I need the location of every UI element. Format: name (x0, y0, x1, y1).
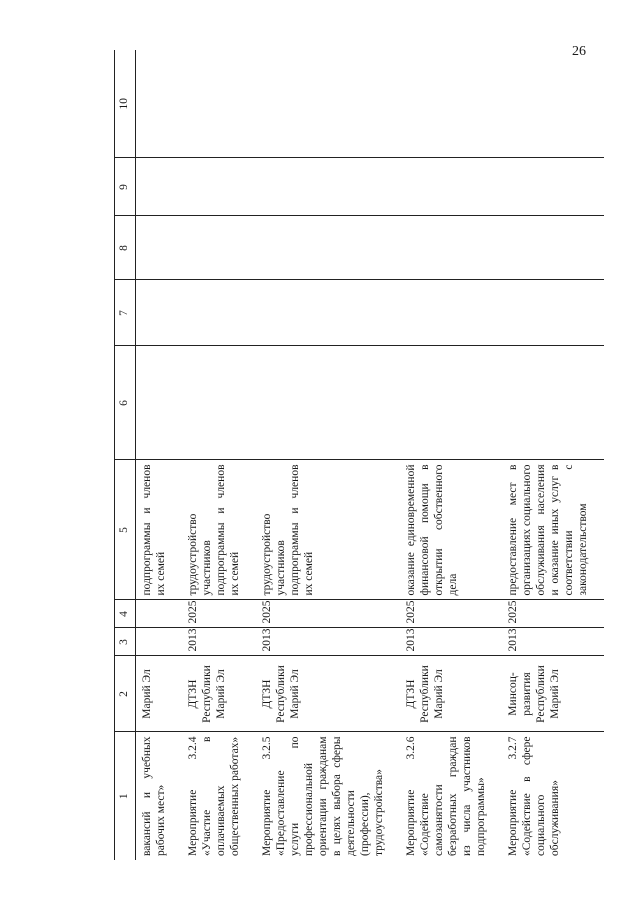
empty-cell (502, 216, 604, 280)
empty-cell (136, 50, 183, 158)
end-year-cell: 2025 (256, 600, 400, 628)
executor-cell: ДТЗН Республики Марий Эл (400, 656, 502, 732)
page-number: 26 (572, 44, 586, 59)
start-year-cell: 2013 (400, 628, 502, 656)
empty-cell (256, 50, 400, 158)
table-row (256, 50, 400, 860)
executor-cell: Минсоц-развития Республики Марий Эл (502, 656, 604, 732)
empty-cell (182, 280, 256, 346)
column-header: 8 (115, 216, 136, 280)
measure-cell: Мероприятие 3.2.6 «Содействие самозанятости безработных граждан из числа участников подпрограммы» (405, 736, 488, 856)
result-cell: оказание единовременной финансовой помощи в открытии собственного дела (400, 460, 502, 600)
empty-cell (256, 216, 400, 280)
table-row (502, 50, 604, 860)
empty-cell (400, 280, 502, 346)
table-row (182, 50, 256, 860)
header-row (115, 50, 136, 860)
end-year-cell: 2025 (182, 600, 256, 628)
program-table (114, 50, 604, 860)
empty-cell (136, 158, 183, 216)
empty-cell (136, 280, 183, 346)
empty-cell (400, 50, 502, 158)
empty-cell (502, 50, 604, 158)
column-header: 10 (115, 50, 136, 158)
empty-cell (136, 346, 183, 460)
measure-cell: Мероприятие 3.2.4 «Участие в оплачиваемых общественных работах» (187, 736, 242, 856)
measure-cell: Мероприятие 3.2.7 «Содействие в сфере социального обслуживания» (507, 736, 562, 856)
column-header: 9 (115, 158, 136, 216)
empty-cell (182, 158, 256, 216)
column-header: 6 (115, 346, 136, 460)
result-cell: трудоустройство участников подпрограммы и членов их семей (256, 460, 400, 600)
result-cell: предоставление мест в организациях социального обслуживания населения и оказание иных услуг в соответствии с законодательством (502, 460, 604, 600)
result-cell: трудоустройство участников подпрограммы и членов их семей (182, 460, 256, 600)
empty-cell (256, 158, 400, 216)
start-year-cell (136, 628, 183, 656)
table-sheet (114, 50, 639, 860)
empty-cell (400, 158, 502, 216)
end-year-cell: 2025 (502, 600, 604, 628)
measure-cell: вакансий и учебных рабочих мест» (141, 736, 168, 856)
end-year-cell: 2025 (400, 600, 502, 628)
empty-cell (502, 346, 604, 460)
empty-cell (502, 280, 604, 346)
empty-cell (502, 158, 604, 216)
start-year-cell: 2013 (256, 628, 400, 656)
empty-cell (256, 346, 400, 460)
measure-cell: Мероприятие 3.2.5 «Предоставление услуги по профессиональной ориентации гражданам в целях выбора сферы деятельности (профессии), трудоустройства» (261, 736, 386, 856)
start-year-cell: 2013 (182, 628, 256, 656)
column-header: 2 (115, 656, 136, 732)
column-header: 3 (115, 628, 136, 656)
result-cell: подпрограммы и членов их семей (136, 460, 183, 600)
empty-cell (136, 216, 183, 280)
executor-cell: Марий Эл (136, 656, 183, 732)
column-header: 1 (115, 732, 136, 860)
empty-cell (182, 346, 256, 460)
empty-cell (182, 50, 256, 158)
table-row (136, 50, 183, 860)
start-year-cell: 2013 (502, 628, 604, 656)
empty-cell (400, 346, 502, 460)
column-header: 4 (115, 600, 136, 628)
executor-cell: ДТЗН Республики Марий Эл (182, 656, 256, 732)
column-header: 7 (115, 280, 136, 346)
empty-cell (256, 280, 400, 346)
empty-cell (400, 216, 502, 280)
end-year-cell (136, 600, 183, 628)
empty-cell (182, 216, 256, 280)
executor-cell: ДТЗН Республики Марий Эл (256, 656, 400, 732)
table-row (400, 50, 502, 860)
column-header: 5 (115, 460, 136, 600)
